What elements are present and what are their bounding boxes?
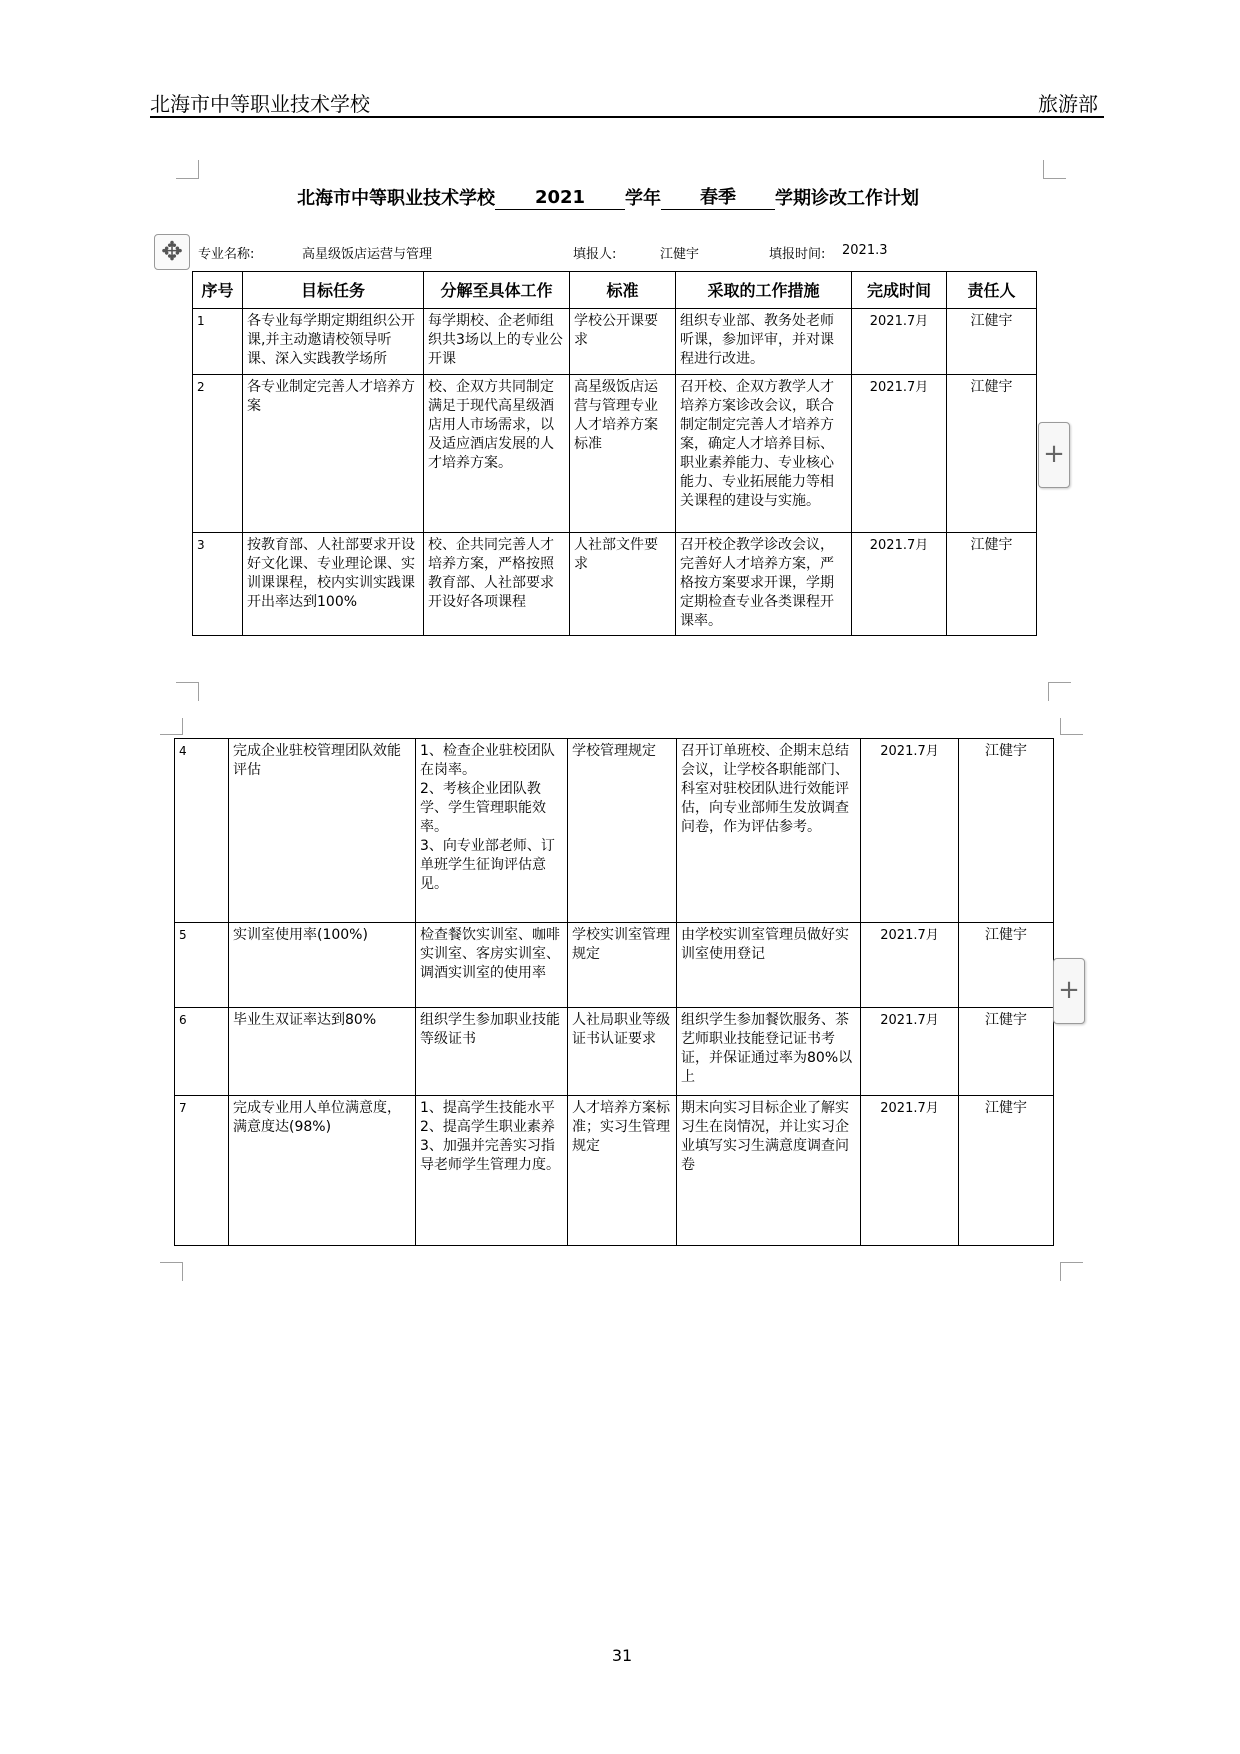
column-header: 标准 — [570, 272, 676, 309]
cell-time: 2021.7月 — [852, 375, 947, 533]
table-row — [175, 923, 1054, 1008]
cell-no: 7 — [175, 1096, 229, 1246]
table-move-handle-icon[interactable]: ✥ — [154, 234, 190, 270]
cell-person: 江健宇 — [959, 1008, 1054, 1096]
plan-table-page2 — [174, 738, 1054, 1246]
table-row — [175, 1008, 1054, 1096]
cell-person: 江健宇 — [959, 1096, 1054, 1246]
cell-measures: 召开校、企双方教学人才培养方案诊改会议，联合制定制定完善人才培养方案，确定人才培养目标、职业素养能力、专业核心能力、专业拓展能力等相关课程的建设与实施。 — [676, 375, 852, 533]
cell-standard: 学校公开课要求 — [570, 309, 676, 375]
cell-task: 毕业生双证率达到80% — [229, 1008, 416, 1096]
title-year: 2021 — [495, 187, 625, 210]
column-header: 完成时间 — [852, 272, 947, 309]
cell-time: 2021.7月 — [852, 309, 947, 375]
meta-filler-value: 江健宇 — [660, 247, 700, 262]
cell-time: 2021.7月 — [852, 533, 947, 636]
cell-standard: 学校管理规定 — [568, 739, 677, 923]
table-row — [193, 533, 1037, 636]
column-header: 责任人 — [947, 272, 1037, 309]
add-row-plus-icon[interactable]: + — [1053, 958, 1085, 1024]
cell-no: 2 — [193, 375, 243, 533]
cell-time: 2021.7月 — [861, 1008, 959, 1096]
cell-time: 2021.7月 — [861, 739, 959, 923]
cell-measures: 期末向实习目标企业了解实习生在岗情况，并让实习企业填写实习生满意度调查问卷 — [677, 1096, 861, 1246]
cell-work: 校、企双方共同制定满足于现代高星级酒店用人市场需求，以及适应酒店发展的人才培养方案。 — [424, 375, 570, 533]
column-header: 序号 — [193, 272, 243, 309]
cell-standard: 人社局职业等级证书认证要求 — [568, 1008, 677, 1096]
cell-measures: 组织专业部、教务处老师听课，参加评审，并对课程进行改进。 — [676, 309, 852, 375]
cell-no: 5 — [175, 923, 229, 1008]
title-suffix: 学期诊改工作计划 — [775, 188, 919, 209]
table-row — [175, 739, 1054, 923]
margin-corner-mark — [176, 160, 199, 179]
table-row — [193, 309, 1037, 375]
cell-person: 江健宇 — [959, 923, 1054, 1008]
cell-task: 各专业制定完善人才培养方案 — [243, 375, 424, 533]
cell-work: 每学期校、企老师组织共3场以上的专业公开课 — [424, 309, 570, 375]
column-header: 目标任务 — [243, 272, 424, 309]
cell-work: 1、检查企业驻校团队在岗率。 2、考核企业团队教学、学生管理职能效率。 3、向专业部老师、订单班学生征询评估意见。 — [416, 739, 568, 923]
cell-task: 实训室使用率(100%) — [229, 923, 416, 1008]
title-season: 春季 — [661, 187, 775, 210]
cell-measures: 召开校企教学诊改会议，完善好人才培养方案，严格按方案要求开课，学期定期检查专业各类课程开课率。 — [676, 533, 852, 636]
cell-task: 完成专业用人单位满意度，满意度达(98%) — [229, 1096, 416, 1246]
meta-date-value: 2021.3 — [842, 243, 888, 258]
column-header: 采取的工作措施 — [676, 272, 852, 309]
cell-measures: 组织学生参加餐饮服务、茶艺师职业技能登记证书考证，并保证通过率为80%以上 — [677, 1008, 861, 1096]
margin-corner-mark — [1043, 160, 1066, 179]
cell-work: 检查餐饮实训室、咖啡实训室、客房实训室、调酒实训室的使用率 — [416, 923, 568, 1008]
title-school: 北海市中等职业技术学校 — [297, 188, 495, 209]
cell-time: 2021.7月 — [861, 923, 959, 1008]
header-rule — [150, 116, 1104, 118]
margin-corner-mark — [1060, 1262, 1083, 1281]
margin-corner-mark — [160, 1262, 183, 1281]
meta-filler-label: 填报人: — [573, 247, 617, 262]
table-row — [193, 375, 1037, 533]
cell-measures: 召开订单班校、企期末总结会议，让学校各职能部门、科室对驻校团队进行效能评估，向专业部师生发放调查问卷，作为评估参考。 — [677, 739, 861, 923]
cell-time: 2021.7月 — [861, 1096, 959, 1246]
margin-corner-mark — [176, 682, 199, 701]
table-row — [175, 1096, 1054, 1246]
margin-corner-mark — [1060, 718, 1083, 735]
cell-work: 校、企共同完善人才培养方案，严格按照教育部、人社部要求开设好各项课程 — [424, 533, 570, 636]
cell-standard: 学校实训室管理规定 — [568, 923, 677, 1008]
meta-major-label: 专业名称: — [198, 247, 255, 262]
cell-person: 江健宇 — [959, 739, 1054, 923]
cell-task: 各专业每学期定期组织公开课,并主动邀请校领导听课、深入实践教学场所 — [243, 309, 424, 375]
cell-no: 4 — [175, 739, 229, 923]
header-department: 旅游部 — [1038, 92, 1098, 116]
page-number: 31 — [611, 1646, 633, 1665]
column-header: 分解至具体工作 — [424, 272, 570, 309]
cell-work: 1、提高学生技能水平 2、提高学生职业素养 3、加强并完善实习指导老师学生管理力度。 — [416, 1096, 568, 1246]
cell-person: 江健宇 — [947, 309, 1037, 375]
cell-measures: 由学校实训室管理员做好实训室使用登记 — [677, 923, 861, 1008]
cell-no: 1 — [193, 309, 243, 375]
cell-standard: 人社部文件要求 — [570, 533, 676, 636]
header-school: 北海市中等职业技术学校 — [150, 92, 370, 116]
cell-no: 6 — [175, 1008, 229, 1096]
cell-person: 江健宇 — [947, 375, 1037, 533]
cell-work: 组织学生参加职业技能等级证书 — [416, 1008, 568, 1096]
cell-task: 完成企业驻校管理团队效能评估 — [229, 739, 416, 923]
meta-major-value: 高星级饭店运营与管理 — [302, 247, 433, 262]
cell-standard: 高星级饭店运营与管理专业人才培养方案标准 — [570, 375, 676, 533]
cell-person: 江健宇 — [947, 533, 1037, 636]
add-row-plus-icon[interactable]: + — [1038, 422, 1070, 488]
cell-standard: 人才培养方案标准；实习生管理规定 — [568, 1096, 677, 1246]
title-year-label: 学年 — [625, 188, 661, 209]
plan-table-page1 — [192, 271, 1037, 636]
margin-corner-mark — [160, 718, 183, 735]
cell-no: 3 — [193, 533, 243, 636]
margin-corner-mark — [1048, 682, 1071, 701]
cell-task: 按教育部、人社部要求开设好文化课、专业理论课、实训课课程，校内实训实践课开出率达到100% — [243, 533, 424, 636]
table-header-row — [193, 272, 1037, 309]
document-title — [297, 184, 919, 210]
meta-date-label: 填报时间: — [769, 247, 826, 262]
